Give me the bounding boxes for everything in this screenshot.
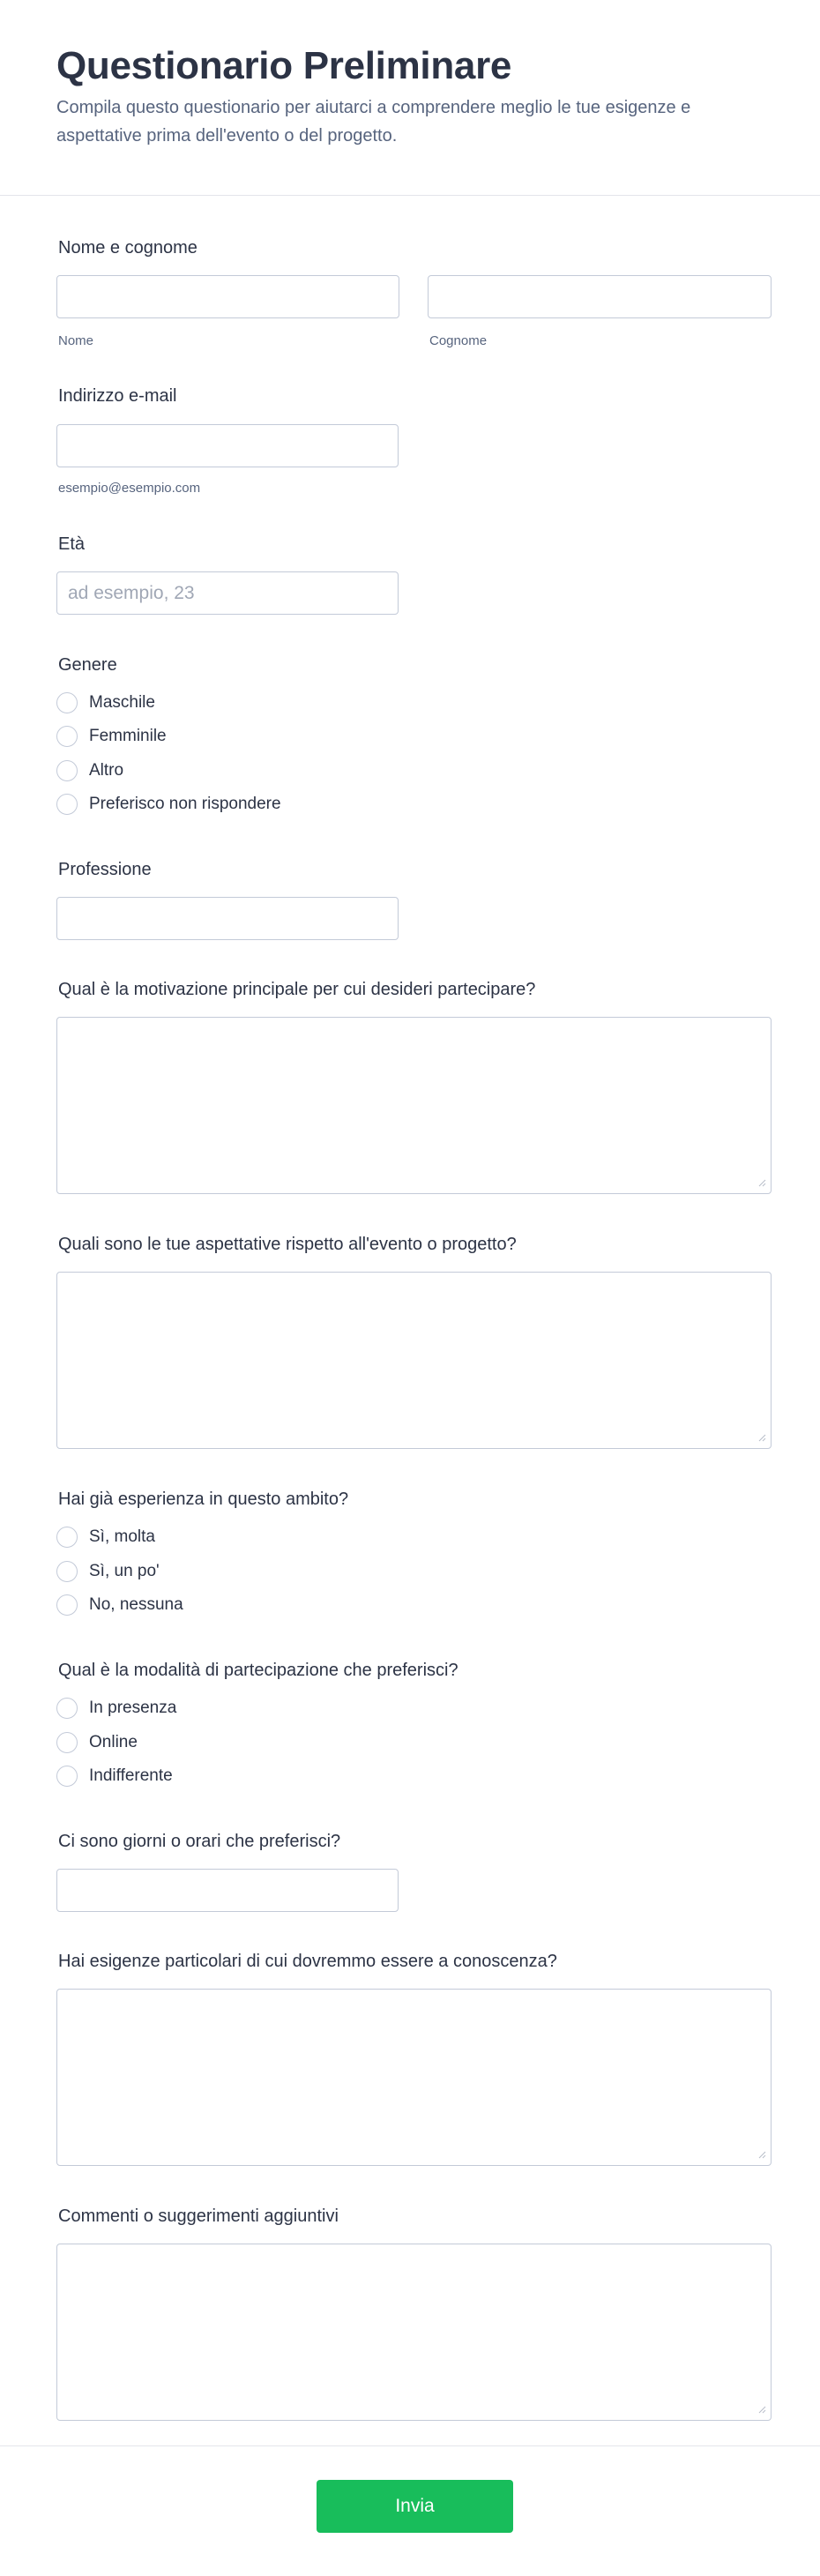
first-name-sublabel: Nome [58,333,94,348]
age-input[interactable] [56,571,399,615]
resize-grip-icon[interactable] [757,2150,766,2159]
resize-grip-icon[interactable] [757,2405,766,2414]
email-label: Indirizzo e-mail [58,386,177,406]
resize-grip-icon[interactable] [757,1433,766,1442]
gender-option-no-answer[interactable] [56,792,281,817]
radio-button[interactable] [56,726,78,747]
radio-button[interactable] [56,1698,78,1719]
form-header [0,0,820,196]
gender-label: Genere [58,655,117,675]
profession-label: Professione [58,860,152,879]
radio-button[interactable] [56,1561,78,1582]
mode-label: Qual è la modalità di partecipazione che preferisci? [58,1661,458,1680]
gender-option-femminile[interactable] [56,724,167,749]
radio-button[interactable] [56,1732,78,1753]
expectations-label: Quali sono le tue aspettative rispetto all'evento o progetto? [58,1235,517,1254]
needs-textarea[interactable] [56,1989,772,2166]
expectations-textarea[interactable] [56,1272,772,1449]
radio-label: In presenza [89,1699,177,1717]
radio-label: Maschile [89,693,155,712]
email-input[interactable] [56,424,399,467]
email-sublabel: esempio@esempio.com [58,481,201,496]
radio-label: Indifferente [89,1766,173,1785]
radio-button[interactable] [56,760,78,781]
needs-label: Hai esigenze particolari di cui dovremmo essere a conoscenza? [58,1952,557,1971]
profession-input[interactable] [56,897,399,940]
first-name-input[interactable] [56,275,399,318]
mode-option-indifferente[interactable] [56,1764,173,1788]
page-subtitle: Compila questo questionario per aiutarci a comprendere meglio le tue esigenze e aspettative prima dell'evento o del progetto. [56,98,691,146]
radio-button[interactable] [56,794,78,815]
experience-option-nessuna[interactable] [56,1593,183,1617]
mode-option-presenza[interactable] [56,1696,176,1721]
resize-grip-icon[interactable] [757,1178,766,1187]
radio-label: Preferisco non rispondere [89,795,281,813]
radio-button[interactable] [56,1527,78,1548]
mode-option-online[interactable] [56,1730,138,1755]
radio-button[interactable] [56,692,78,713]
age-label: Età [58,534,86,554]
submit-button[interactable]: Invia [317,2480,513,2533]
last-name-sublabel: Cognome [429,333,488,348]
experience-label: Hai già esperienza in questo ambito? [58,1490,349,1509]
comments-textarea[interactable] [56,2244,772,2421]
radio-label: Altro [89,761,124,780]
gender-option-maschile[interactable] [56,691,155,715]
schedule-input[interactable] [56,1869,399,1912]
last-name-input[interactable] [428,275,772,318]
experience-option-un-po[interactable] [56,1559,160,1584]
motivation-label: Qual è la motivazione principale per cui desideri partecipare? [58,980,536,999]
motivation-textarea[interactable] [56,1017,772,1194]
page-title: Questionario Preliminare [56,44,512,87]
gender-option-altro[interactable] [56,758,123,783]
radio-label: Femminile [89,727,167,745]
radio-label: Online [89,1733,138,1751]
name-label: Nome e cognome [58,238,198,258]
footer-divider [0,2445,820,2446]
comments-label: Commenti o suggerimenti aggiuntivi [58,2206,339,2226]
radio-label: No, nessuna [89,1595,183,1614]
radio-label: Sì, molta [89,1527,155,1546]
radio-button[interactable] [56,1594,78,1616]
radio-button[interactable] [56,1766,78,1787]
schedule-label: Ci sono giorni o orari che preferisci? [58,1832,341,1851]
experience-option-molta[interactable] [56,1525,155,1549]
radio-label: Sì, un po' [89,1562,160,1580]
